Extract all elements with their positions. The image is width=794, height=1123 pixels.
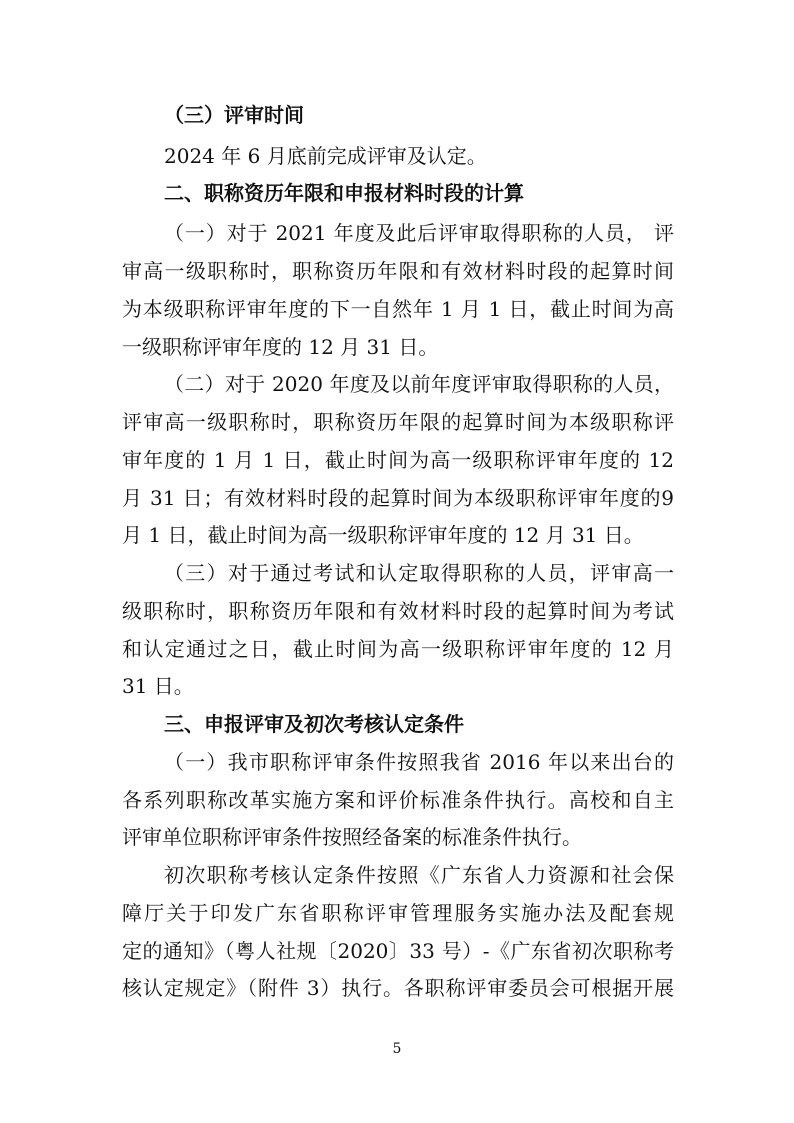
paragraph-line: 一级职称评审年度的 12 月 31 日。 — [122, 335, 439, 359]
paragraph-line: 定的通知》（粤人社规〔2020〕33 号）-《广东省初次职称考 — [122, 939, 674, 963]
page-number: 5 — [392, 1041, 402, 1057]
paragraph-line: 评审单位职称评审条件按照经备案的标准条件执行。 — [122, 825, 582, 849]
paragraph-line: 级职称时，职称资历年限和有效材料时段的起算时间为考试 — [122, 599, 674, 623]
paragraph-line: （二）对于 2020 年度及以前年度评审取得职称的人员， — [164, 372, 674, 396]
paragraph-line: 月 1 日，截止时间为高一级职称评审年度的 12 月 31 日。 — [122, 523, 644, 547]
paragraph-line: （三）对于通过考试和认定取得职称的人员，评审高一 — [164, 561, 674, 585]
paragraph-line: 核认定规定》（附件 3）执行。各职称评审委员会可根据开展 — [122, 976, 674, 1000]
paragraph-line: 2024 年 6 月底前完成评审及认定。 — [164, 144, 487, 168]
section-heading-2: 二、职称资历年限和申报材料时段的计算 — [164, 181, 524, 205]
paragraph-line: （一）对于 2021 年度及此后评审取得职称的人员， 评 — [164, 221, 674, 245]
paragraph-line: 审年度的 1 月 1 日，截止时间为高一级职称评审年度的 12 — [122, 448, 674, 472]
paragraph-line: 评审高一级职称时，职称资历年限的起算时间为本级职称评 — [122, 410, 674, 434]
paragraph-line: 月 31 日；有效材料时段的起算时间为本级职称评审年度的9 — [122, 486, 674, 510]
section-heading-3: 三、申报评审及初次考核认定条件 — [164, 712, 464, 736]
paragraph-line: 为本级职称评审年度的下一自然年 1 月 1 日，截止时间为高 — [122, 297, 674, 321]
paragraph-line: 各系列职称改革实施方案和评价标准条件执行。高校和自主 — [122, 788, 674, 812]
paragraph-line: 31 日。 — [122, 674, 194, 698]
paragraph-line: （一）我市职称评审条件按照我省 2016 年以来出台的 — [164, 750, 674, 774]
paragraph-line: 障厅关于印发广东省职称评审管理服务实施办法及配套规 — [122, 901, 674, 925]
section-heading-review-time: （三）评审时间 — [164, 103, 304, 127]
paragraph-line: 和认定通过之日，截止时间为高一级职称评审年度的 12 月 — [122, 637, 674, 661]
paragraph-line: 审高一级职称时，职称资历年限和有效材料时段的起算时间 — [122, 259, 674, 283]
paragraph-line: 初次职称考核认定条件按照《广东省人力资源和社会保 — [164, 863, 674, 887]
